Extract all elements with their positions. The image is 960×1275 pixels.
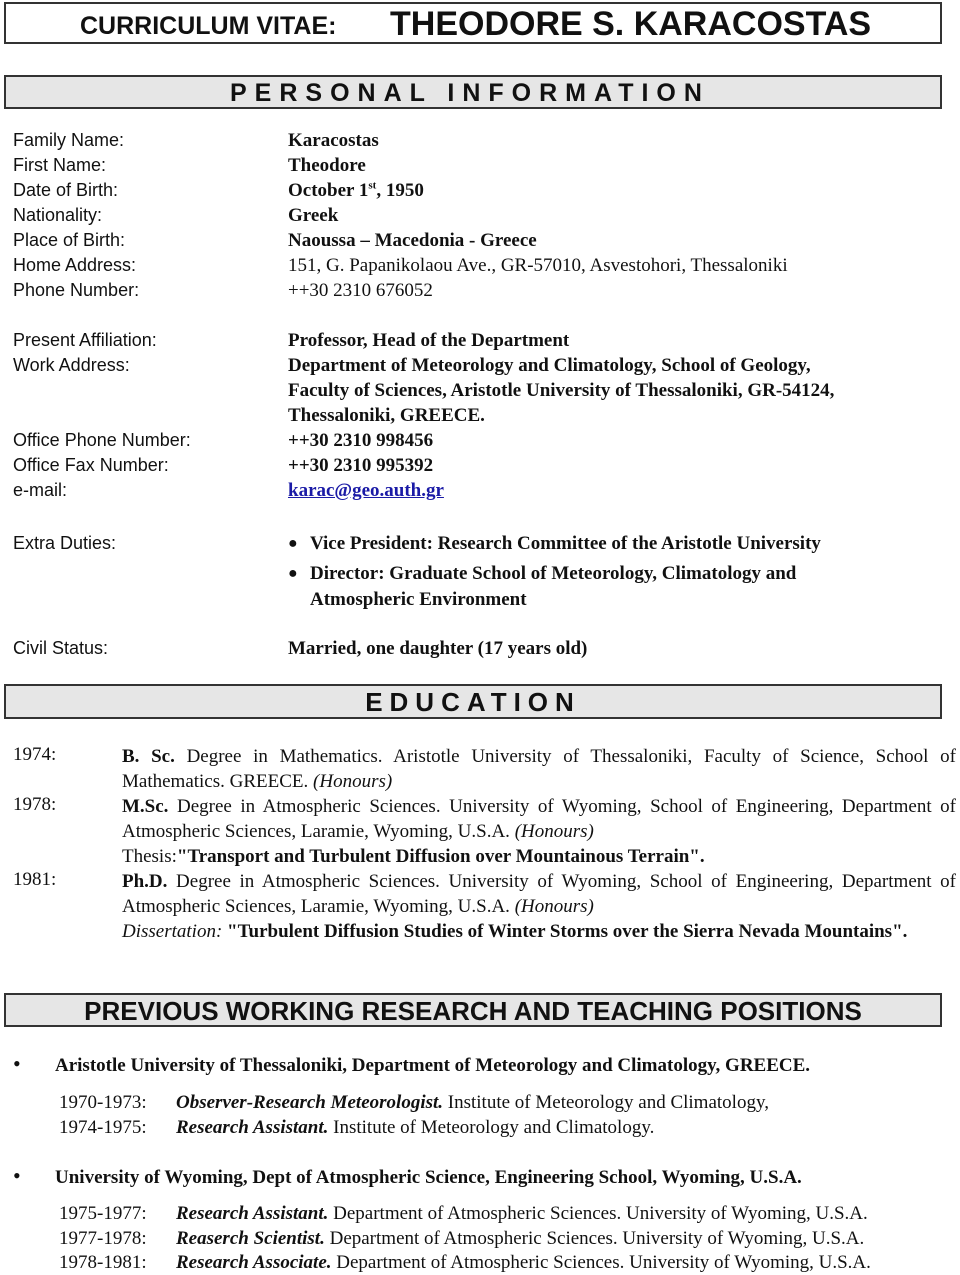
home-address-label: Home Address: — [13, 255, 137, 275]
duty-text-1: Vice President: Research Committee of the Aristotle University — [310, 533, 821, 554]
edu-entry-1: B. Sc. Degree in Mathematics. Aristotle University of Thessaloniki, Faculty of Science, School of Mathematics. GREECE. (Honours) — [122, 746, 956, 792]
affiliation-label: Present Affiliation: — [13, 330, 157, 350]
work-address-line-3: Thessaloniki, GREECE. — [288, 405, 485, 426]
pob-label: Place of Birth: — [13, 230, 126, 250]
section-personal-title: PERSONAL INFORMATION — [230, 79, 710, 107]
institution-2-name: University of Wyoming, Dept of Atmospheric Science, Engineering School, Wyoming, U.S.A. — [55, 1167, 802, 1188]
edu-year-3: 1981: — [13, 869, 57, 890]
affiliation-value: Professor, Head of the Department — [288, 330, 570, 351]
position-period: 1970-1973: — [59, 1092, 147, 1113]
first-name-label: First Name: — [13, 155, 107, 175]
first-name-value: Theodore — [288, 155, 366, 176]
edu-entry-2: M.Sc. Degree in Atmospheric Sciences. University of Wyoming, School of Engineering, Department of Atmospheric Sciences, Laramie, Wyoming, U.S.A. (Honours) Thesis:"Transport and Turbulent Diffusion over Mountainous Terrain". — [122, 796, 956, 867]
position-period: 1975-1977: — [59, 1203, 147, 1224]
work-address-line-2: Faculty of Sciences, Aristotle University of Thessaloniki, GR-54124, — [288, 380, 835, 401]
extra-duties-label: Extra Duties: — [13, 533, 117, 553]
cv-title-bar — [4, 2, 942, 44]
bullet-icon: • — [13, 1051, 21, 1076]
work-address-line-1: Department of Meteorology and Climatology, School of Geology, — [288, 355, 811, 376]
phone-label: Phone Number: — [13, 280, 140, 300]
office-fax-label: Office Fax Number: — [13, 455, 169, 475]
civil-status-label: Civil Status: — [13, 638, 109, 658]
dob-label: Date of Birth: — [13, 180, 119, 200]
civil-status-value: Married, one daughter (17 years old) — [288, 638, 588, 659]
home-address-value: 151, G. Papanikolaou Ave., GR-57010, Asvestohori, Thessaloniki — [288, 255, 788, 276]
bullet-icon: ● — [288, 535, 298, 552]
office-phone-value: ++30 2310 998456 — [288, 430, 434, 451]
bullet-icon: ● — [288, 565, 298, 582]
office-fax-value: ++30 2310 995392 — [288, 455, 434, 476]
duty-text-2a: Director: Graduate School of Meteorology, Climatology and — [310, 563, 797, 584]
work-address-label: Work Address: — [13, 355, 130, 375]
edu-entry-3: Ph.D. Degree in Atmospheric Sciences. University of Wyoming, School of Engineering, Department of Atmospheric Sciences, Laramie, Wyoming, U.S.A. (Honours) Dissertation: "Turbulent Diffusion Studies of Winter Storms over the Sierra Nevada Mountains". — [122, 871, 956, 942]
email-label: e-mail: — [13, 480, 68, 500]
edu-year-2: 1978: — [13, 794, 57, 815]
position-desc: Observer-Research Meteorologist. Institute of Meteorology and Climatology, — [176, 1092, 769, 1113]
section-education-title: EDUCATION — [365, 687, 581, 717]
family-name-label: Family Name: — [13, 130, 125, 150]
position-period: 1977-1978: — [59, 1228, 147, 1249]
section-education-heading — [4, 684, 942, 719]
position-period: 1978-1981: — [59, 1252, 147, 1273]
dob-value: October 1st, 1950 — [288, 179, 424, 201]
section-previous-heading — [4, 993, 942, 1027]
position-desc: Reaserch Scientist. Department of Atmospheric Sciences. University of Wyoming, U.S.A. — [176, 1228, 865, 1249]
position-period: 1974-1975: — [59, 1117, 147, 1138]
edu-year-1: 1974: — [13, 744, 57, 765]
duty-text-2b: Atmospheric Environment — [310, 589, 527, 610]
phone-value: ++30 2310 676052 — [288, 280, 433, 301]
position-desc: Research Assistant. Institute of Meteorology and Climatology. — [176, 1117, 655, 1138]
cv-name: THEODORE S. KARACOSTAS — [390, 5, 872, 43]
position-desc: Research Associate. Department of Atmospheric Sciences. University of Wyoming, U.S.A. — [176, 1252, 871, 1273]
nationality-value: Greek — [288, 205, 339, 226]
section-previous-title: PREVIOUS WORKING RESEARCH AND TEACHING POSITIONS — [84, 996, 862, 1026]
institution-1-name: Aristotle University of Thessaloniki, Department of Meteorology and Climatology, GREECE. — [55, 1055, 811, 1076]
cv-label: CURRICULUM VITAE: — [80, 12, 337, 40]
section-personal-heading — [4, 75, 942, 109]
email-link[interactable]: karac@geo.auth.gr — [288, 480, 444, 501]
family-name-value: Karacostas — [288, 130, 379, 151]
position-desc: Research Assistant. Department of Atmospheric Sciences. University of Wyoming, U.S.A. — [176, 1203, 868, 1224]
bullet-icon: • — [13, 1163, 21, 1188]
nationality-label: Nationality: — [13, 205, 103, 225]
pob-value: Naoussa – Macedonia - Greece — [288, 230, 537, 251]
office-phone-label: Office Phone Number: — [13, 430, 191, 450]
